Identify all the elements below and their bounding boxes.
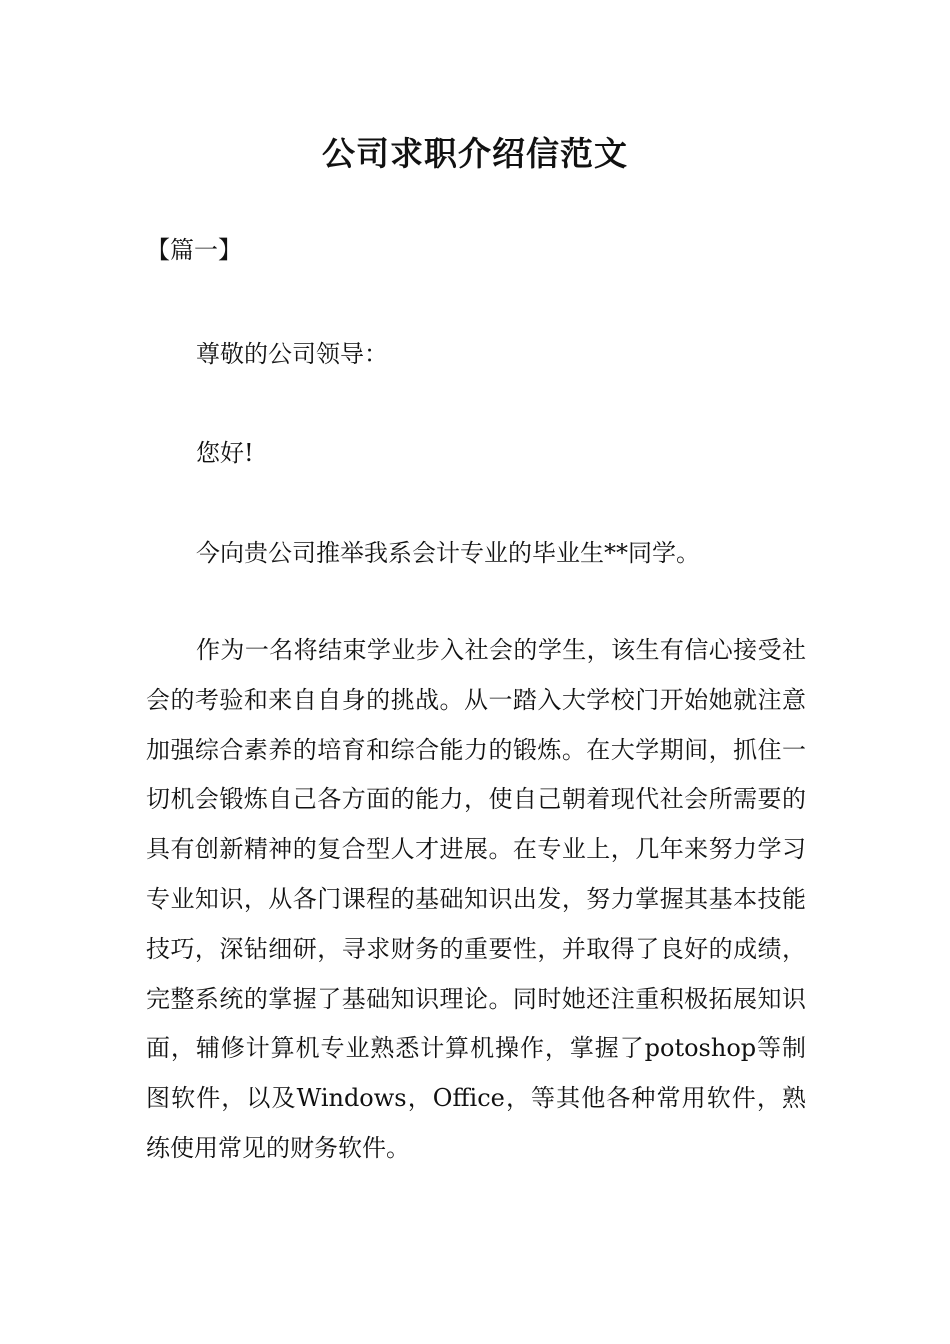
body-paragraph: 作为一名将结束学业步入社会的学生，该生有信心接受社会的考验和来自自身的挑战。从一踏入大学校门开始她就注意加强综合素养的培育和综合能力的锻炼。在大学期间，抓住一切机会锻炼自己各方面的能力，使自己朝着现代社会所需要的具有创新精神的复合型人才进展。在专业上，几年来努力学习专业知识，从各门课程的基础知识出发，努力掌握其基本技能技巧，深钻细研，寻求财务的重要性，并取得了良好的成绩，完整系统的掌握了基础知识理论。同时她还注重积极拓展知识面，辅修计算机专业熟悉计算机操作，掌握了potoshop等制图软件，以及Windows，Office，等其他各种常用软件，熟练使用常见的财务软件。 xyxy=(146,636,806,1162)
section-label: 【篇一】 xyxy=(146,236,242,264)
greeting: 您好! xyxy=(196,439,254,467)
document-title: 公司求职介绍信范文 xyxy=(322,134,628,173)
salutation: 尊敬的公司领导： xyxy=(196,340,388,368)
intro-sentence: 今向贵公司推举我系会计专业的毕业生**同学。 xyxy=(196,539,700,567)
